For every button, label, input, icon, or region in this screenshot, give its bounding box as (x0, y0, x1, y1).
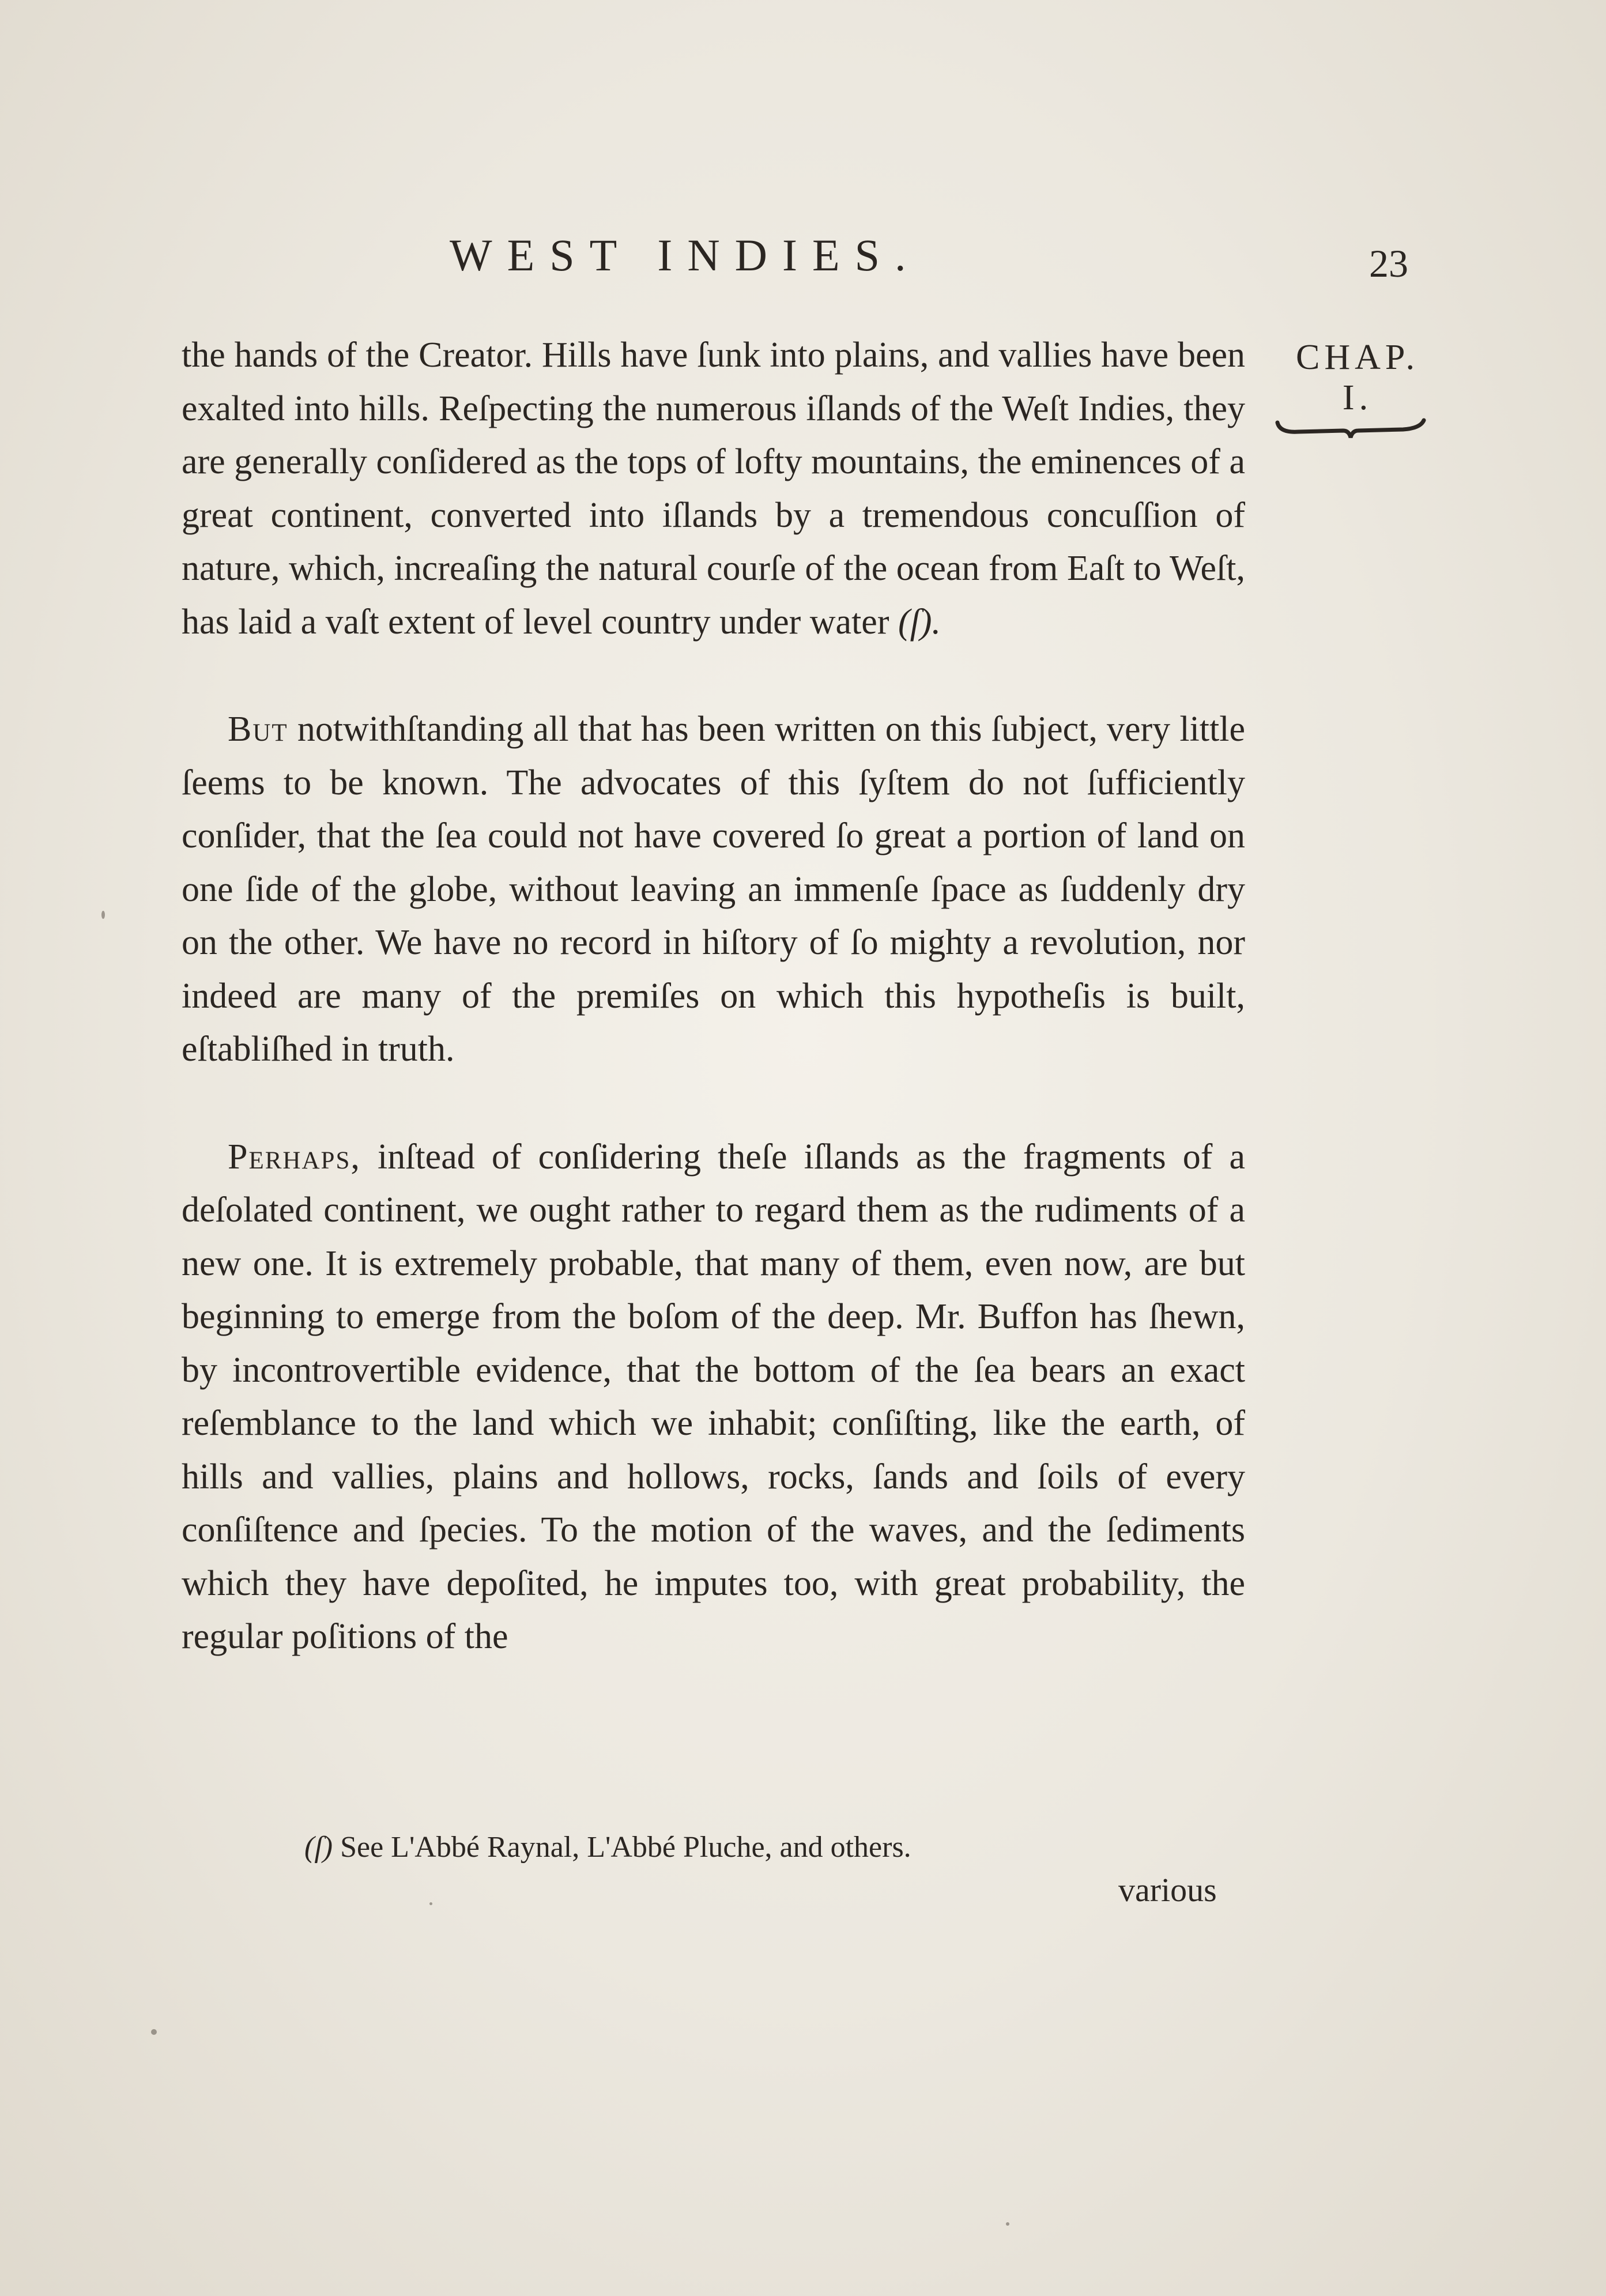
catchword: various (1118, 1871, 1217, 1909)
paragraph-lead: Perhaps, (228, 1137, 361, 1177)
paragraph-text: notwithſtanding all that has been written on this ſubject, very little ſeems to be known. The advocates of this ſyſtem do not ſufficiently conſider, that the ſea could not have covered ſo great a portion of land on one ſide of the globe, without leaving an immenſe ſpace as ſuddenly dry on the other. We have no record in hiſtory of ſo mighty a revolution, nor indeed are many of the premiſes on which this hypotheſis is built, eſtabliſhed in truth. (182, 710, 1245, 1069)
paper-speck (101, 911, 105, 919)
footnote-text: See L'Abbé Raynal, L'Abbé Pluche, and others. (340, 1831, 911, 1864)
footnote (304, 1830, 911, 1864)
paragraph (182, 329, 1245, 649)
paragraph-text: inſtead of conſidering theſe iſlands as the fragments of a deſolated continent, we ought rather to regard them as the rudiments of a new one. It is extremely probable, that many of them, even now, are but beginning to emerge from the boſom of the deep. Mr. Buffon has ſhewn, by incontrovertible evidence, that the bottom of the ſea bears an exact reſemblance to the land which we inhabit; conſiſting, like the earth, of hills and vallies, plains and hollows, rocks, ſands and ſoils of every conſiſtence and ſpecies. To the motion of the waves, and the ſediments which they have depoſited, he imputes too, with great probability, the regular poſitions of the (182, 1137, 1246, 1656)
running-head: WEST INDIES. (450, 230, 921, 280)
paragraph-lead: But (228, 710, 288, 749)
chapter-margin-note (1277, 337, 1438, 418)
paragraph (182, 1130, 1245, 1664)
page-number: 23 (1369, 242, 1408, 285)
paragraph (182, 703, 1245, 1076)
chapter-number: I. (1342, 378, 1373, 417)
chapter-label: CHAP. (1295, 338, 1419, 377)
paper-speck (151, 2029, 157, 2035)
paper-speck (1006, 2222, 1009, 2226)
footnote-mark: (ſ) (304, 1831, 333, 1864)
margin-brace-icon (1275, 418, 1426, 441)
footnote-reference: (ſ). (898, 602, 941, 642)
main-text (182, 329, 1245, 1664)
paper-speck (429, 1902, 432, 1905)
paragraph-text: the hands of the Creator. Hills have ſunk into plains, and vallies have been exalted into hills. Reſpecting the numerous iſlands of the Weſt Indies, they are generally conſidered as the tops of lofty mountains, the eminences of a great continent, converted into iſlands by a tremendous concuſſion of nature, which, increaſing the natural courſe of the ocean from Eaſt to Weſt, has laid a vaſt extent of level country under water (182, 335, 1245, 642)
